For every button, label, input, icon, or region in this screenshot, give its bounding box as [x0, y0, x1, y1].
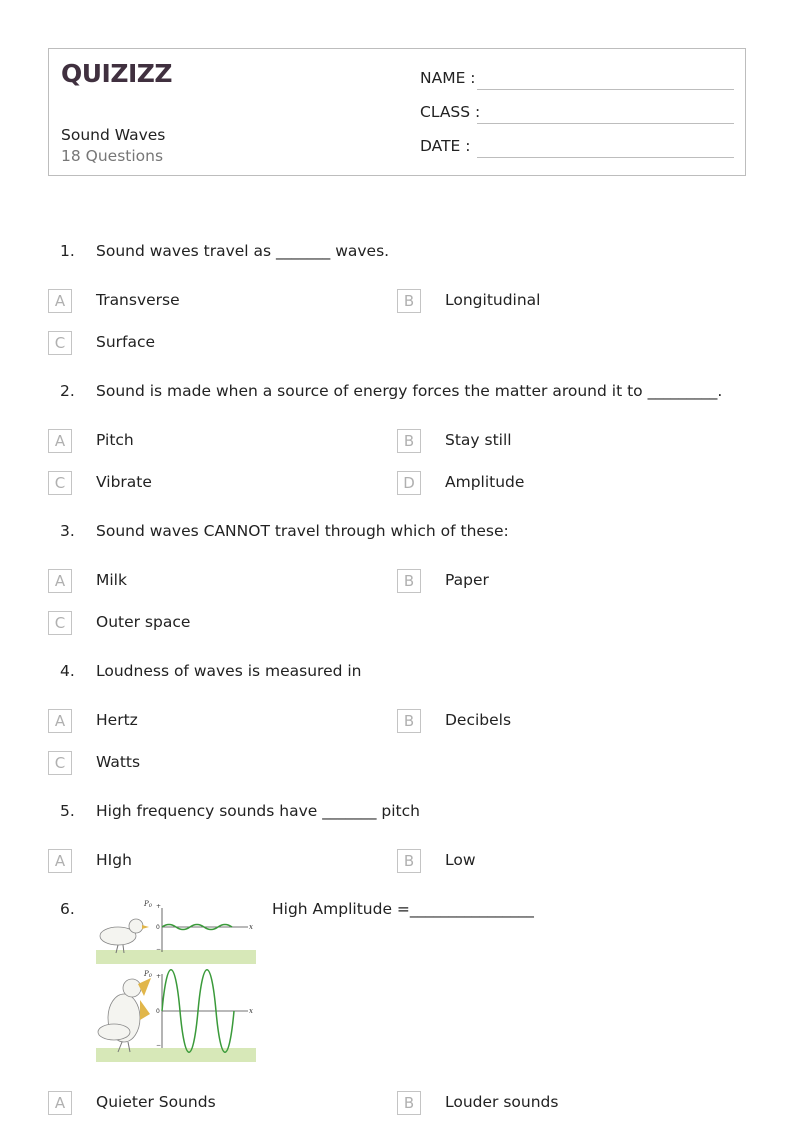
question-text: Sound waves CANNOT travel through which of these:	[96, 522, 509, 540]
question-number: 4.	[60, 662, 75, 680]
quizizz-logo: QUIZIZZ	[61, 59, 173, 88]
question-number: 1.	[60, 242, 75, 260]
option-a-box[interactable]: A	[48, 289, 72, 313]
option-b-box[interactable]: B	[397, 429, 421, 453]
worksheet-header	[48, 48, 746, 176]
ground-strip	[96, 950, 256, 964]
zero-label: 0	[156, 924, 160, 931]
name-field[interactable]	[420, 69, 734, 93]
worksheet-title: Sound Waves	[61, 126, 166, 144]
question-text: Loudness of waves is measured in	[96, 662, 362, 680]
question-number: 2.	[60, 382, 75, 400]
option-c-box[interactable]: C	[48, 331, 72, 355]
question-text: Sound is made when a source of energy forces the matter around it to _________.	[96, 382, 723, 400]
minus-label: −	[156, 1042, 162, 1049]
date-line[interactable]	[477, 157, 734, 158]
question-number: 5.	[60, 802, 75, 820]
option-b-box[interactable]: B	[397, 709, 421, 733]
option-c-text: Vibrate	[96, 473, 152, 491]
option-c-box[interactable]: C	[48, 471, 72, 495]
question-number: 3.	[60, 522, 75, 540]
option-d-box[interactable]: D	[397, 471, 421, 495]
pressure-label: P	[144, 900, 149, 908]
small-bird-icon	[100, 919, 149, 953]
plus-label: +	[156, 903, 162, 910]
option-a-text: Quieter Sounds	[96, 1093, 216, 1111]
option-b-text: Paper	[445, 571, 489, 589]
option-a-text: Milk	[96, 571, 127, 589]
option-a-box[interactable]: A	[48, 849, 72, 873]
option-a-box[interactable]: A	[48, 709, 72, 733]
question-count: 18 Questions	[61, 147, 164, 165]
option-a-box[interactable]: A	[48, 429, 72, 453]
option-c-text: Watts	[96, 753, 141, 771]
option-b-text: Decibels	[445, 711, 512, 729]
option-d-text: Amplitude	[445, 473, 525, 491]
option-c-text: Surface	[96, 333, 156, 351]
option-a-box[interactable]: A	[48, 1091, 72, 1115]
option-b-text: Longitudinal	[445, 291, 541, 309]
plus-label: +	[156, 973, 162, 980]
question-text: High frequency sounds have _______ pitch	[96, 802, 420, 820]
class-line[interactable]	[477, 123, 734, 124]
option-b-box[interactable]: B	[397, 289, 421, 313]
question-number: 6.	[60, 900, 75, 918]
sound-wave-illustration	[96, 896, 256, 1064]
option-b-box[interactable]: B	[397, 1091, 421, 1115]
option-c-text: Outer space	[96, 613, 191, 631]
date-label: DATE :	[420, 137, 471, 155]
name-line[interactable]	[477, 89, 734, 90]
option-b-text: Louder sounds	[445, 1093, 559, 1111]
svg-text:P0: P0	[144, 900, 152, 909]
option-b-text: Low	[445, 851, 476, 869]
option-a-text: Transverse	[96, 291, 180, 309]
option-a-box[interactable]: A	[48, 569, 72, 593]
svg-text:P0: P0	[144, 970, 152, 979]
option-a-text: HIgh	[96, 851, 132, 869]
loud-bird-icon	[98, 978, 151, 1052]
pressure-label: P	[144, 970, 149, 978]
zero-label: 0	[156, 1008, 160, 1015]
option-b-text: Stay still	[445, 431, 512, 449]
option-a-text: Hertz	[96, 711, 138, 729]
x-label: x	[249, 1007, 253, 1015]
ground-strip	[96, 1048, 256, 1062]
class-label: CLASS :	[420, 103, 481, 121]
date-field[interactable]	[420, 137, 734, 161]
option-c-box[interactable]: C	[48, 611, 72, 635]
option-a-text: Pitch	[96, 431, 134, 449]
option-c-box[interactable]: C	[48, 751, 72, 775]
class-field[interactable]	[420, 103, 734, 127]
question-text: Sound waves travel as _______ waves.	[96, 242, 390, 260]
minus-label: −	[156, 946, 162, 953]
x-label: x	[249, 923, 253, 931]
question-text: High Amplitude =________________	[272, 900, 534, 918]
option-b-box[interactable]: B	[397, 849, 421, 873]
name-label: NAME :	[420, 69, 476, 87]
option-b-box[interactable]: B	[397, 569, 421, 593]
